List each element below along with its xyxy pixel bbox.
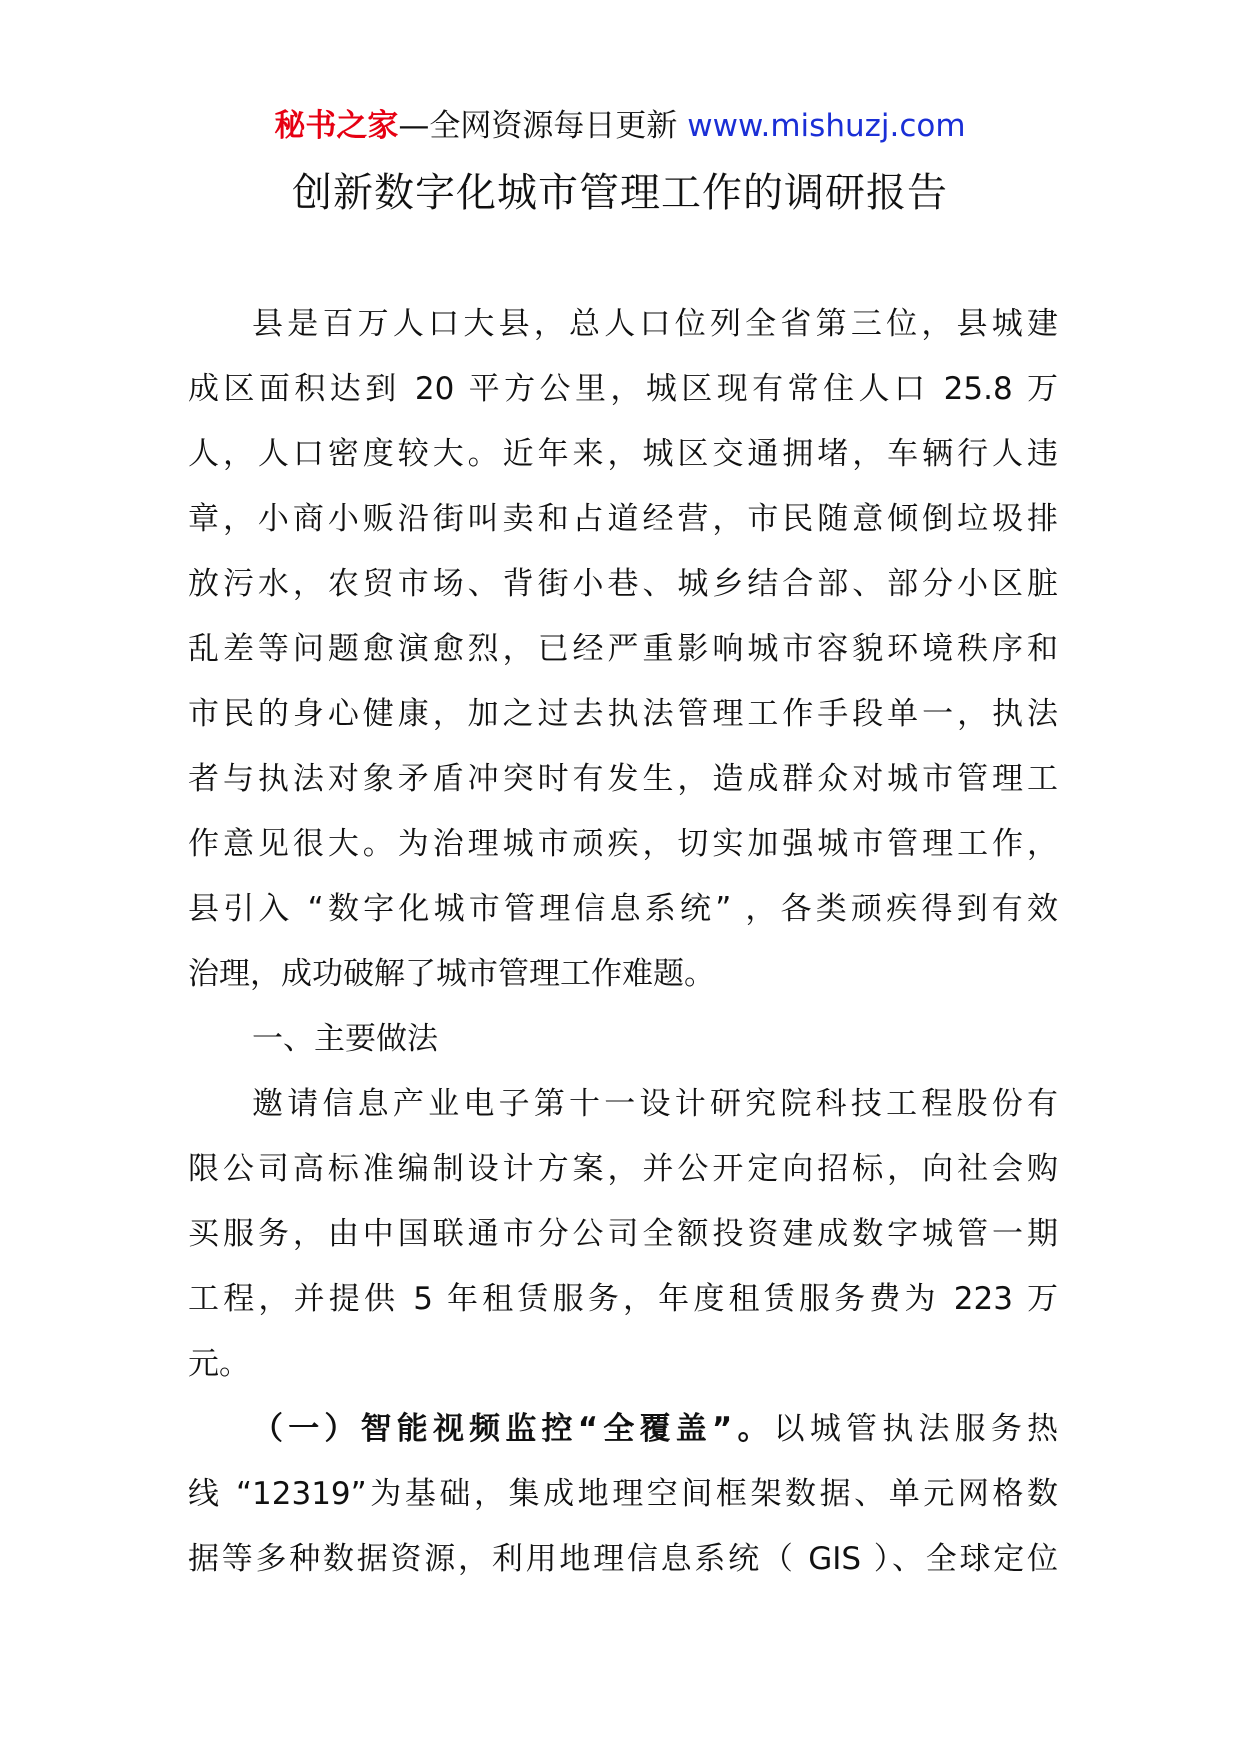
paragraph-line: 县引入 “数字化城市管理信息系统” ，各类顽疾得到有效	[188, 891, 1058, 927]
paragraph-line: 治理，成功破解了城市管理工作难题。	[188, 956, 715, 992]
site-header	[0, 104, 1240, 148]
paragraph-line: 乱差等问题愈演愈烈，已经严重影响城市容貌环境秩序和	[188, 631, 1058, 667]
paragraph-line: 成区面积达到 20 平方公里，城区现有常住人口 25.8 万	[188, 371, 1058, 407]
document-body	[188, 292, 1058, 1592]
subsection-line	[188, 1397, 1058, 1462]
paragraph-line: 工程，并提供 5 年租赁服务，年度租赁服务费为 223 万	[188, 1281, 1058, 1317]
paragraph-line: 者与执法对象矛盾冲突时有发生，造成群众对城市管理工	[188, 761, 1058, 797]
paragraph-line: 线 “12319”为基础，集成地理空间框架数据、单元网格数	[188, 1476, 1058, 1512]
paragraph-line: 人，人口密度较大。近年来，城区交通拥堵，车辆行人违	[188, 436, 1058, 472]
paragraph-line: 放污水，农贸市场、背街小巷、城乡结合部、部分小区脏	[188, 566, 1058, 602]
subsection-heading: （一）智能视频监控“全覆盖”。	[252, 1411, 774, 1447]
site-url-link[interactable]: www.mishuzj.com	[687, 108, 966, 144]
site-brand: 秘书之家	[274, 108, 399, 144]
paragraph-line: 县是百万人口大县，总人口位列全省第三位，县城建	[252, 306, 1058, 342]
site-tagline: —全网资源每日更新	[398, 108, 688, 144]
paragraph-line: 元。	[188, 1346, 250, 1382]
document-title: 创新数字化城市管理工作的调研报告	[292, 170, 948, 216]
paragraph-line: 买服务，由中国联通市分公司全额投资建成数字城管一期	[188, 1216, 1058, 1252]
paragraph-line: 据等多种数据资源，利用地理信息系统（ GIS ）、全球定位	[188, 1541, 1058, 1577]
section-heading: 一、主要做法	[252, 1021, 438, 1057]
paragraph-line: 邀请信息产业电子第十一设计研究院科技工程股份有	[252, 1086, 1058, 1122]
paragraph-line: 作意见很大。为治理城市顽疾，切实加强城市管理工作，	[188, 826, 1058, 862]
paragraph-line: 市民的身心健康，加之过去执法管理工作手段单一，执法	[188, 696, 1058, 732]
paragraph-line: 限公司高标准编制设计方案，并公开定向招标，向社会购	[188, 1151, 1058, 1187]
paragraph-line: 章，小商小贩沿街叫卖和占道经营，市民随意倾倒垃圾排	[188, 501, 1058, 537]
subsection-text: 以城管执法服务热	[773, 1411, 1058, 1447]
